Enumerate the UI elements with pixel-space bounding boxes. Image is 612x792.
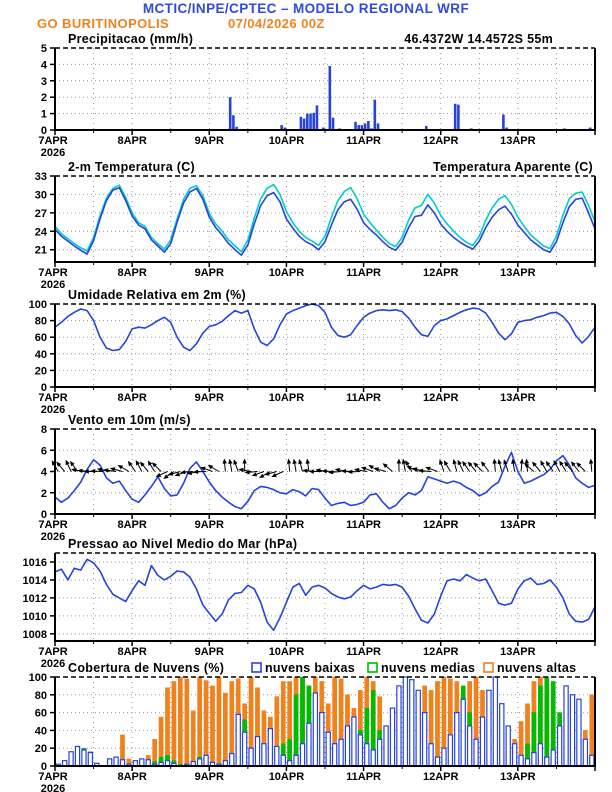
cloud-bar-blue — [307, 723, 311, 766]
panel-humidity — [29, 288, 596, 416]
x-tick-label: 7APR — [38, 519, 68, 531]
cloud-bar-blue — [461, 699, 465, 766]
cloud-bar-blue — [255, 737, 259, 766]
y-tick-label: 20 — [34, 365, 47, 378]
y-tick-label: 2 — [40, 487, 47, 500]
wind-arrow-head — [525, 459, 529, 464]
wind-arrow-head — [546, 461, 551, 466]
precip-bar — [502, 114, 505, 130]
cloud-bar-blue — [558, 726, 562, 766]
x-tick-label: 10APR — [268, 519, 305, 531]
y-tick-label: 33 — [34, 171, 47, 183]
y-tick-label: 24 — [34, 226, 47, 239]
y-tick-label: 5 — [40, 43, 47, 55]
model-title: MCTIC/INPE/CPTEC – MODELO REGIONAL WRF — [142, 1, 470, 16]
cloud-bar-blue — [474, 739, 478, 766]
y-tick-label: 2 — [40, 92, 47, 105]
y-tick-label: 8 — [40, 424, 47, 436]
cloud-bar-blue — [525, 759, 529, 766]
cloud-bar-blue — [82, 750, 86, 766]
legend-swatch-blue — [252, 663, 261, 672]
y-tick-label: 60 — [34, 332, 47, 345]
wind-arrow-head — [493, 459, 497, 464]
wind-arrow-head — [462, 461, 467, 466]
y-tick-label: 80 — [34, 689, 47, 702]
x-tick-label: 10APR — [268, 771, 305, 783]
cloud-bar-orange — [185, 679, 189, 766]
y-tick-label: 0 — [40, 761, 47, 773]
cloud-bar-blue — [243, 732, 247, 766]
wind-arrow-head — [193, 470, 198, 474]
cloud-bar-blue — [198, 759, 202, 766]
series-line-humidity — [55, 304, 595, 351]
cloud-bar-orange — [172, 681, 176, 766]
y-tick-label: 80 — [34, 315, 47, 328]
x-tick-label: 8APR — [117, 135, 147, 147]
cloud-bar-blue — [583, 739, 587, 766]
x-year-label: 2026 — [40, 658, 66, 670]
y-tick-label: 6 — [40, 445, 47, 458]
y-tick-label: 0 — [40, 509, 47, 521]
panel-title: Pressao ao Nivel Medio do Mar (hPa) — [68, 537, 298, 551]
cloud-bar-blue — [564, 686, 568, 766]
precip-bar — [454, 104, 457, 130]
cloud-bar-blue — [410, 680, 414, 766]
cloud-bar-blue — [570, 695, 574, 766]
cloud-bar-blue — [480, 717, 484, 766]
x-tick-label: 13APR — [500, 519, 536, 531]
cloud-bar-blue — [320, 713, 324, 766]
panel-title: 2-m Temperatura (C) — [68, 160, 196, 174]
wind-arrow-head — [439, 459, 443, 464]
cloud-bar-orange — [191, 711, 195, 766]
y-tick-label: 4 — [40, 466, 47, 479]
cloud-bar-blue — [513, 744, 517, 766]
cloud-bar-orange — [165, 688, 169, 766]
x-tick-label: 12APR — [422, 519, 459, 531]
wind-arrow-head — [453, 459, 457, 464]
wind-arrow-head — [128, 461, 133, 466]
wind-arrow-head — [397, 459, 401, 464]
x-tick-label: 12APR — [422, 135, 459, 147]
cloud-bar-blue — [493, 677, 497, 766]
y-tick-label: 100 — [28, 299, 47, 311]
x-tick-label: 8APR — [117, 519, 147, 531]
x-tick-label: 9APR — [194, 646, 224, 658]
cloud-bar-blue — [371, 750, 375, 766]
x-tick-label: 13APR — [500, 267, 536, 279]
y-tick-label: 100 — [28, 672, 47, 684]
right-series-label: Temperatura Aparente (C) — [432, 160, 593, 174]
y-tick-label: 60 — [34, 707, 47, 720]
x-tick-label: 10APR — [268, 135, 305, 147]
x-tick-label: 8APR — [117, 267, 147, 279]
cloud-bar-blue — [403, 677, 407, 766]
cloud-bar-blue — [345, 726, 349, 766]
y-tick-label: 27 — [34, 207, 47, 220]
x-tick-label: 11APR — [346, 135, 382, 147]
x-year-label: 2026 — [40, 404, 66, 416]
wind-arrow-head — [163, 474, 168, 479]
cloud-bar-blue — [69, 752, 73, 766]
wind-arrow-head — [70, 461, 75, 466]
cloud-bar-blue — [577, 699, 581, 766]
x-year-label: 2026 — [40, 279, 66, 291]
cloud-bar-blue — [468, 726, 472, 766]
x-year-label: 2026 — [40, 783, 66, 792]
cloud-bar-blue — [545, 757, 549, 766]
x-tick-label: 9APR — [194, 771, 224, 783]
cloud-bar-blue — [140, 759, 144, 766]
legend-label: nuvens medias — [381, 661, 476, 675]
precip-bar — [316, 105, 319, 130]
x-tick-label: 11APR — [346, 519, 382, 531]
wind-arrow-head — [228, 459, 232, 464]
x-tick-label: 8APR — [117, 771, 147, 783]
wind-arrow-head — [90, 469, 95, 473]
cloud-bar-blue — [506, 726, 510, 766]
cloud-bar-blue — [590, 755, 594, 766]
panel-title: Vento em 10m (m/s) — [68, 413, 191, 427]
x-tick-label: 13APR — [500, 135, 536, 147]
cloud-bar-blue — [339, 739, 343, 766]
y-tick-label: 0 — [40, 125, 47, 137]
y-tick-label: 1 — [40, 108, 47, 121]
run-datetime: 07/04/2026 00Z — [228, 16, 325, 31]
y-tick-label: 1010 — [22, 610, 47, 623]
wind-arrow-head — [498, 459, 502, 464]
wind-arrow-head — [223, 459, 227, 464]
panel-pressure — [23, 537, 596, 670]
precip-bar — [309, 114, 312, 130]
series-line-pressure — [55, 559, 595, 630]
cloud-bar-blue — [281, 755, 285, 766]
cloud-bar-orange — [198, 677, 202, 766]
cloud-bar-blue — [429, 744, 433, 766]
panel-title: Precipitacao (mm/h) — [68, 32, 194, 46]
y-tick-label: 21 — [34, 244, 47, 257]
wind-arrow-head — [298, 459, 302, 464]
cloud-bar-blue — [358, 735, 362, 766]
cloud-bar-orange — [178, 677, 182, 766]
cloud-bar-blue — [384, 726, 388, 766]
cloud-bar-blue — [262, 744, 266, 766]
cloud-bar-blue — [519, 755, 523, 766]
cloud-bar-blue — [551, 750, 555, 766]
precip-bar — [329, 66, 332, 130]
x-tick-label: 12APR — [422, 267, 459, 279]
cloud-bar-blue — [236, 714, 240, 766]
y-tick-label: 1012 — [22, 592, 47, 605]
cloud-bar-blue — [333, 744, 337, 766]
x-tick-label: 7APR — [38, 135, 68, 147]
wind-arrow-head — [425, 467, 430, 471]
x-tick-label: 7APR — [38, 392, 68, 404]
wind-arrow-head — [559, 461, 564, 466]
cloud-bar-orange — [204, 681, 208, 766]
y-tick-label: 20 — [34, 743, 47, 756]
x-tick-label: 13APR — [500, 392, 536, 404]
x-tick-label: 11APR — [346, 771, 382, 783]
x-tick-label: 7APR — [38, 771, 68, 783]
wind-arrow-head — [328, 470, 333, 474]
cloud-bar-blue — [204, 755, 208, 766]
legend-label: nuvens altas — [497, 661, 577, 675]
panel-clouds — [29, 661, 596, 792]
cloud-bar-blue — [487, 690, 491, 766]
wind-arrow-head — [233, 459, 237, 464]
x-tick-label: 9APR — [194, 519, 224, 531]
cloud-bar-blue — [448, 735, 452, 766]
cloud-bar-blue — [300, 744, 304, 766]
wind-arrow-head — [293, 459, 297, 464]
cloud-bar-blue — [326, 732, 330, 766]
wind-arrow-head — [309, 469, 314, 473]
panel-title: Cobertura de Nuvens (%) — [68, 661, 225, 675]
cloud-bar-blue — [294, 755, 298, 766]
cloud-bar-green — [545, 677, 549, 766]
wind-arrow-head — [347, 470, 352, 474]
precip-bar — [300, 117, 303, 130]
legend-swatch-green — [368, 663, 377, 672]
cloud-bar-orange — [223, 693, 227, 766]
wind-arrow-head — [589, 459, 593, 464]
precip-bar — [354, 122, 357, 130]
y-tick-label: 4 — [40, 59, 47, 72]
cloud-bar-blue — [352, 717, 356, 766]
x-tick-label: 9APR — [194, 392, 224, 404]
panel-title: Umidade Relativa em 2m (%) — [68, 288, 246, 302]
cloud-bar-blue — [416, 690, 420, 766]
x-tick-label: 9APR — [194, 267, 224, 279]
precip-bar — [232, 115, 235, 130]
precip-bar — [374, 100, 377, 130]
cloud-bar-orange — [435, 681, 439, 766]
cloud-bar-blue — [423, 713, 427, 766]
cloud-bar-blue — [108, 759, 112, 766]
cloud-bar-blue — [313, 693, 317, 766]
panel-wind — [38, 413, 596, 543]
x-tick-label: 8APR — [117, 646, 147, 658]
x-tick-label: 10APR — [268, 646, 305, 658]
x-year-label: 2026 — [40, 531, 66, 543]
wind-arrow-head — [242, 459, 246, 464]
cloud-bar-blue — [397, 686, 401, 766]
panel-precipitation — [38, 32, 596, 159]
wind-arrow-head — [302, 469, 307, 473]
x-tick-label: 9APR — [194, 135, 224, 147]
x-tick-label: 13APR — [500, 646, 536, 658]
cloud-bar-blue — [268, 729, 272, 766]
x-tick-label: 11APR — [346, 646, 382, 658]
precip-bar — [332, 118, 335, 130]
x-tick-label: 11APR — [346, 267, 382, 279]
y-tick-label: 1016 — [22, 556, 47, 569]
x-tick-label: 13APR — [500, 771, 536, 783]
cloud-bar-blue — [75, 746, 79, 766]
wind-arrow-head — [520, 459, 524, 464]
wind-arrow-head — [287, 459, 291, 464]
cloud-bar-blue — [249, 748, 253, 766]
wind-arrow-head — [341, 469, 346, 473]
precip-bar — [229, 97, 232, 130]
wind-arrow-head — [252, 472, 258, 476]
x-tick-label: 12APR — [422, 392, 459, 404]
legend-swatch-orange — [484, 663, 493, 672]
precip-bar — [306, 114, 309, 130]
cloud-bar-blue — [365, 744, 369, 766]
y-tick-label: 3 — [40, 75, 47, 88]
x-tick-label: 10APR — [268, 392, 305, 404]
cloud-bar-blue — [500, 704, 504, 766]
cloud-bar-blue — [390, 708, 394, 766]
cloud-bar-blue — [378, 739, 382, 766]
y-tick-label: 40 — [34, 725, 47, 738]
x-tick-label: 12APR — [422, 646, 459, 658]
station-location: 46.4372W 14.4572S 55m — [404, 32, 553, 46]
x-tick-label: 10APR — [268, 267, 305, 279]
precip-bar — [303, 119, 306, 130]
precip-bar — [367, 121, 370, 130]
y-tick-label: 30 — [34, 189, 47, 202]
cloud-bar-blue — [442, 748, 446, 766]
cloud-bar-blue — [435, 757, 439, 766]
wind-arrow-head — [418, 469, 423, 473]
precip-bar — [457, 105, 460, 130]
y-tick-label: 0 — [40, 382, 47, 394]
cloud-bar-blue — [114, 757, 118, 766]
precip-bar — [312, 113, 315, 130]
x-tick-label: 12APR — [422, 771, 459, 783]
x-tick-label: 7APR — [38, 646, 68, 658]
y-tick-label: 1008 — [22, 628, 47, 641]
wind-arrow-head — [77, 469, 82, 473]
x-tick-label: 8APR — [117, 392, 147, 404]
wind-arrow-head — [322, 469, 327, 473]
cloud-bar-blue — [455, 713, 459, 766]
cloud-bar-blue — [230, 754, 234, 766]
cloud-bar-blue — [275, 746, 279, 766]
cloud-bar-blue — [532, 753, 536, 766]
wind-arrow-head — [306, 459, 310, 464]
x-tick-label: 7APR — [38, 267, 68, 279]
x-tick-label: 11APR — [346, 392, 382, 404]
legend-label: nuvens baixas — [265, 661, 356, 675]
station-name: GO BURITINOPOLIS — [37, 16, 170, 31]
cloud-bar-orange — [217, 677, 221, 766]
y-tick-label: 40 — [34, 348, 47, 361]
cloud-bar-blue — [538, 744, 542, 766]
cloud-bar-blue — [88, 753, 92, 766]
y-tick-label: 1014 — [22, 574, 47, 587]
cloud-bar-orange — [210, 686, 214, 766]
panel-temperature — [35, 160, 596, 291]
x-year-label: 2026 — [40, 147, 66, 159]
